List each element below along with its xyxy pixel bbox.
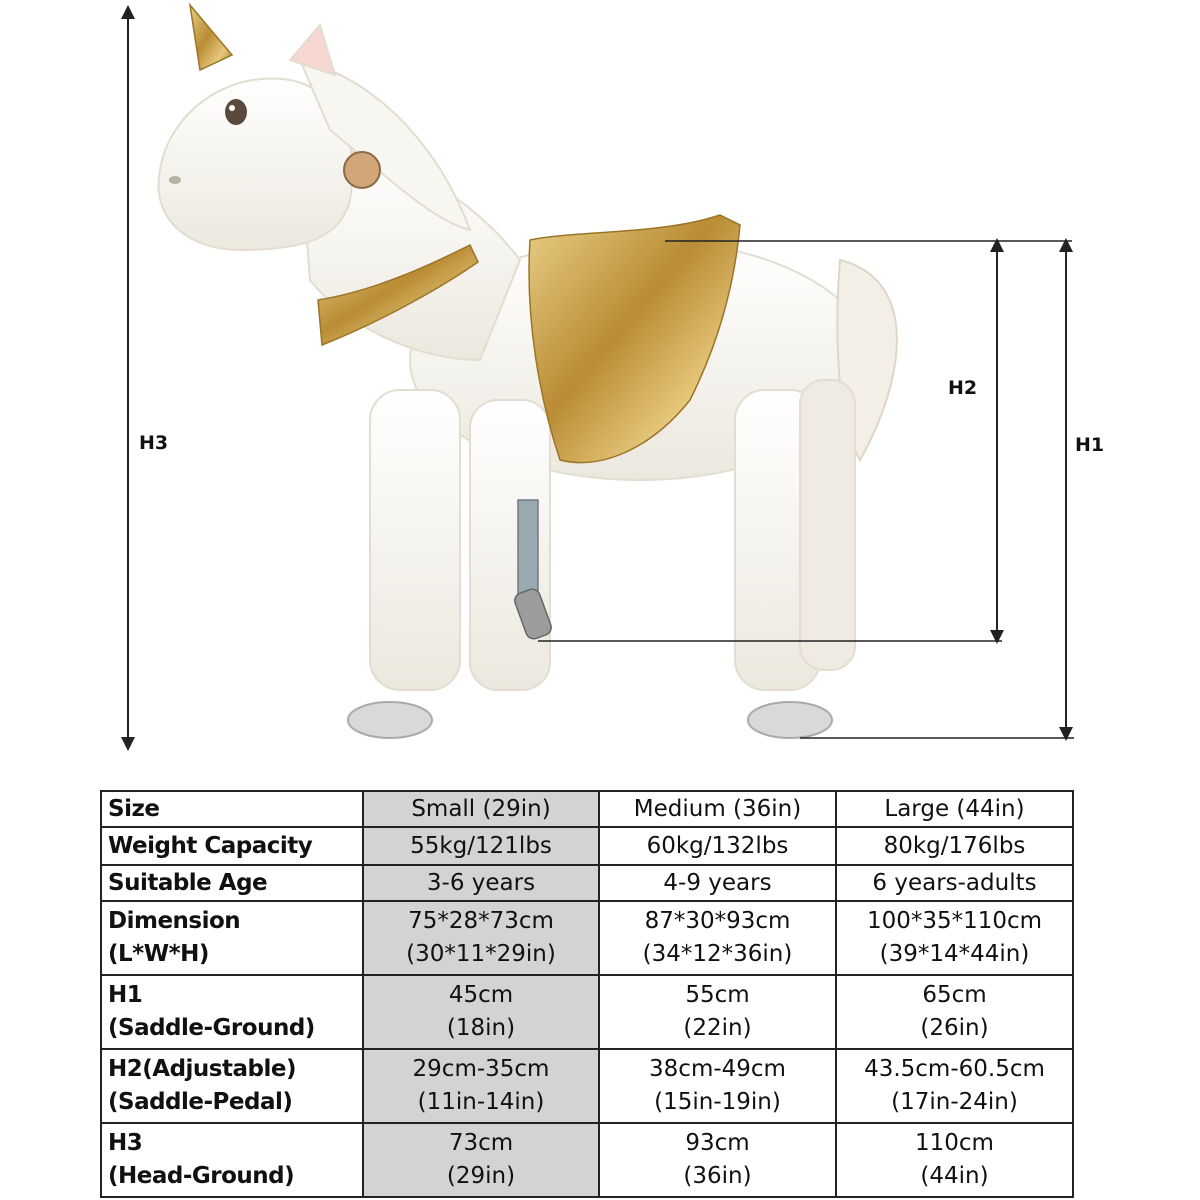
cell-small-line: 55kg/121lbs xyxy=(410,832,552,859)
cell-large-line: 110cm xyxy=(915,1130,994,1156)
h2-label: H2 xyxy=(948,377,978,399)
cell-medium xyxy=(599,827,836,865)
cell-medium xyxy=(599,901,836,975)
cell-large xyxy=(836,1123,1073,1197)
row-label-line: Suitable Age xyxy=(108,869,268,896)
table-row xyxy=(101,901,1073,975)
cell-large xyxy=(836,975,1073,1049)
cell-medium-line: 87*30*93cm xyxy=(644,908,791,934)
cell-small-line: 73cm xyxy=(448,1130,514,1156)
cell-large xyxy=(836,901,1073,975)
row-label xyxy=(101,827,363,865)
row-label-line: (Saddle-Ground) xyxy=(108,1015,315,1041)
row-label-line: Weight Capacity xyxy=(108,832,313,859)
row-label-line: H2(Adjustable) xyxy=(108,1056,296,1082)
row-label xyxy=(101,865,363,901)
row-label-line: (Head-Ground) xyxy=(108,1163,295,1189)
cell-small-line: 75*28*73cm xyxy=(408,908,554,934)
row-label-line: (L*W*H) xyxy=(108,941,209,967)
cell-small-line: 3-6 years xyxy=(426,869,536,896)
table-row xyxy=(101,1049,1073,1123)
cell-large xyxy=(836,1049,1073,1123)
cell-large xyxy=(836,865,1073,901)
table-row xyxy=(101,865,1073,901)
cell-large xyxy=(836,827,1073,865)
cell-large-line: 43.5cm-60.5cm xyxy=(864,1056,1045,1082)
cell-medium xyxy=(599,865,836,901)
column-header-small: Small (29in) xyxy=(363,791,599,827)
cell-medium-line: (15in-19in) xyxy=(654,1089,781,1115)
cell-small xyxy=(363,827,599,865)
row-label-line: H1 xyxy=(108,982,143,1008)
cell-medium-line: (34*12*36in) xyxy=(642,941,793,967)
h1-label: H1 xyxy=(1075,434,1105,456)
table-row xyxy=(101,827,1073,865)
row-label-line: Dimension xyxy=(108,908,241,934)
cell-small-line: 45cm xyxy=(448,982,514,1008)
cell-large-line: 65cm xyxy=(922,982,987,1008)
cell-large-line: (26in) xyxy=(920,1015,989,1041)
table-row xyxy=(101,975,1073,1049)
cell-medium xyxy=(599,975,836,1049)
table-row xyxy=(101,1123,1073,1197)
cell-large-line: 100*35*110cm xyxy=(866,908,1043,934)
cell-small xyxy=(363,1049,599,1123)
cell-large-line: (17in-24in) xyxy=(891,1089,1018,1115)
unicorn-body xyxy=(158,5,896,738)
cell-medium-line: 55cm xyxy=(685,982,750,1008)
cell-small xyxy=(363,975,599,1049)
column-header-large: Large (44in) xyxy=(836,791,1073,827)
cell-small xyxy=(363,1123,599,1197)
cell-large-line: (44in) xyxy=(920,1163,989,1189)
cell-large-line: 80kg/176lbs xyxy=(883,832,1026,859)
column-header-size: Size xyxy=(101,791,363,827)
row-label xyxy=(101,975,363,1049)
cell-small-line: (18in) xyxy=(446,1015,516,1041)
row-label xyxy=(101,1049,363,1123)
cell-medium-line: 93cm xyxy=(685,1130,750,1156)
cell-medium-line: 60kg/132lbs xyxy=(646,832,789,859)
cell-small-line: (30*11*29in) xyxy=(406,941,556,967)
cell-medium-line: 4-9 years xyxy=(663,869,772,896)
row-label-line: (Saddle-Pedal) xyxy=(108,1089,293,1115)
cell-small xyxy=(363,865,599,901)
row-label xyxy=(101,901,363,975)
cell-medium-line: 38cm-49cm xyxy=(649,1056,786,1082)
size-spec-table xyxy=(100,790,1074,1198)
cell-medium xyxy=(599,1049,836,1123)
row-label-line: H3 xyxy=(108,1130,143,1156)
row-label xyxy=(101,1123,363,1197)
column-header-medium: Medium (36in) xyxy=(599,791,836,827)
table-header-row xyxy=(101,791,1073,827)
cell-small-line: 29cm-35cm xyxy=(412,1056,550,1082)
cell-large-line: 6 years-adults xyxy=(872,869,1037,896)
cell-medium xyxy=(599,1123,836,1197)
cell-large-line: (39*14*44in) xyxy=(879,941,1030,967)
cell-small xyxy=(363,901,599,975)
cell-medium-line: (22in) xyxy=(683,1015,752,1041)
cell-medium-line: (36in) xyxy=(683,1163,752,1189)
cell-small-line: (11in-14in) xyxy=(417,1089,545,1115)
h3-label: H3 xyxy=(139,432,169,454)
cell-small-line: (29in) xyxy=(446,1163,516,1189)
